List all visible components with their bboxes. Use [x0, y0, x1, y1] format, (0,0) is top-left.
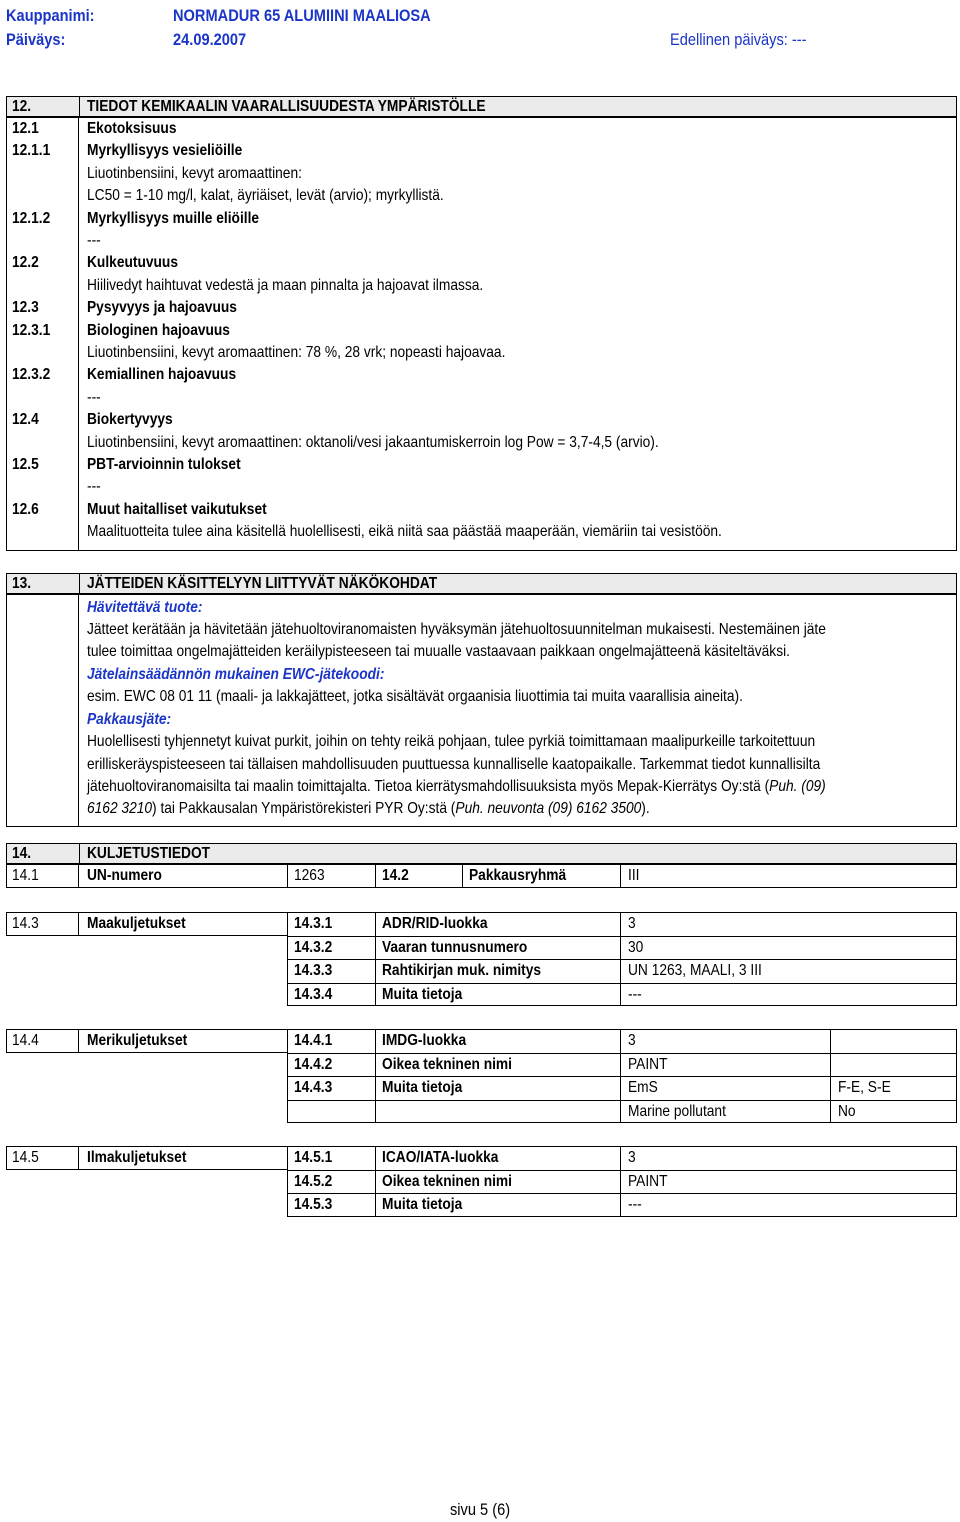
subsection-number: 12.2: [12, 254, 39, 271]
transport-row-value: EmS: [628, 1079, 658, 1096]
date-value: 24.09.2007: [173, 30, 247, 49]
section-13-title: JÄTTEIDEN KÄSITTELYYN LIITTYVÄT NÄKÖKOHDAT: [87, 575, 438, 592]
section-13-number: 13.: [12, 575, 32, 592]
packing-group-code: 14.2: [382, 867, 409, 884]
transport-row-value: 3: [628, 1032, 636, 1049]
previous-date: Edellinen päiväys: ---: [670, 30, 807, 49]
transport-row-value: 3: [628, 915, 636, 932]
transport-row-code: 14.4.2: [294, 1056, 333, 1073]
section-14-number: 14.: [12, 845, 32, 862]
subsection-title: Myrkyllisyys muille eliöille: [87, 210, 260, 227]
transport-code: 14.4: [12, 1032, 39, 1049]
subsection-title: Pysyvyys ja hajoavuus: [87, 299, 237, 316]
subsection-number: 12.3.1: [12, 322, 51, 339]
transport-row-extra: No: [838, 1103, 856, 1120]
transport-row-value: PAINT: [628, 1173, 668, 1190]
date-label: Päiväys:: [6, 30, 66, 49]
company-label: Kauppanimi:: [6, 6, 95, 25]
subsection-number: 12.1: [12, 120, 39, 137]
subsection-number: 12.6: [12, 501, 39, 518]
subsection-title: Ekotoksisuus: [87, 120, 177, 137]
subsection-number: 12.3: [12, 299, 39, 316]
transport-code: 14.3: [12, 915, 39, 932]
section-12-title: TIEDOT KEMIKAALIN VAARALLISUUDESTA YMPÄRISTÖLLE: [87, 98, 486, 115]
transport-label: Ilmakuljetukset: [87, 1149, 187, 1166]
transport-row-code: 14.4.1: [294, 1032, 333, 1049]
transport-row-value: ---: [628, 1196, 642, 1213]
transport-row-label: Muita tietoja: [382, 986, 463, 1003]
subsection-title: Biokertyvyys: [87, 411, 173, 428]
disposal-heading: Hävitettävä tuote:: [87, 599, 203, 616]
subsection-text: ---: [87, 389, 101, 406]
transport-row-value: Marine pollutant: [628, 1103, 726, 1120]
transport-row-label: Muita tietoja: [382, 1079, 463, 1096]
packaging-text-2: erilliskeräyspisteeseen tai tällaisen mahdollisuuden puuttuessa kunnalliselle kaatopaikalle. Tarkemmat tiedot kunnallisilta: [87, 756, 821, 773]
transport-row-label: Rahtikirjan muk. nimitys: [382, 962, 542, 979]
transport-label: Merikuljetukset: [87, 1032, 188, 1049]
transport-row-extra: F-E, S-E: [838, 1079, 891, 1096]
transport-row-label: ADR/RID-luokka: [382, 915, 488, 932]
transport-row-code: 14.3.1: [294, 915, 333, 932]
transport-row-code: 14.3.4: [294, 986, 333, 1003]
packaging-text-1: Huolellisesti tyhjennetyt kuivat purkit, joihin on tehty reikä pohjaan, tulee pyrkiä toimittamaan maalipurkeille tarkoitettuun: [87, 733, 816, 750]
ewc-text: esim. EWC 08 01 11 (maali- ja lakkajätteet, jotka sisältävät orgaanisia liuottimia tai muita vaarallisia aineita).: [87, 688, 743, 705]
company-value: NORMADUR 65 ALUMIINI MAALIOSA: [173, 6, 431, 25]
packaging-text-3: jätehuoltoviranomaisilta tai maalin toimittajalta. Tietoa kierrätysmahdollisuuksista myös Mepak-Kierrätys Oy:stä (Puh. (09): [87, 778, 826, 795]
subsection-title: PBT-arvioinnin tulokset: [87, 456, 241, 473]
transport-row-value: PAINT: [628, 1056, 668, 1073]
subsection-text: Liuotinbensiini, kevyt aromaattinen:: [87, 165, 302, 182]
subsection-number: 12.1.1: [12, 142, 51, 159]
transport-row-label: Muita tietoja: [382, 1196, 463, 1213]
subsection-number: 12.5: [12, 456, 39, 473]
subsection-title: Biologinen hajoavuus: [87, 322, 230, 339]
transport-row-code: 14.3.3: [294, 962, 333, 979]
subsection-text: LC50 = 1-10 mg/l, kalat, äyriäiset, levät (arvio); myrkyllistä.: [87, 187, 444, 204]
section-12-number: 12.: [12, 98, 32, 115]
subsection-title: Myrkyllisyys vesieliöille: [87, 142, 243, 159]
subsection-text: Hiilivedyt haihtuvat vedestä ja maan pinnalta ja hajoavat ilmassa.: [87, 277, 484, 294]
transport-row-code: 14.5.1: [294, 1149, 333, 1166]
section-14-title: KULJETUSTIEDOT: [87, 845, 211, 862]
un-number-code: 14.1: [12, 867, 39, 884]
page-number: sivu 5 (6): [450, 1500, 511, 1519]
transport-code: 14.5: [12, 1149, 39, 1166]
subsection-number: 12.4: [12, 411, 39, 428]
packing-group-label: Pakkausryhmä: [469, 867, 567, 884]
transport-label: Maakuljetukset: [87, 915, 186, 932]
subsection-text: Liuotinbensiini, kevyt aromaattinen: oktanoli/vesi jakaantumiskerroin log Pow = 3,7-4,5 (arvio).: [87, 434, 659, 451]
packing-group-value: III: [628, 867, 640, 884]
un-number-label: UN-numero: [87, 867, 162, 884]
subsection-text: ---: [87, 232, 101, 249]
transport-row-label: IMDG-luokka: [382, 1032, 467, 1049]
subsection-title: Muut haitalliset vaikutukset: [87, 501, 267, 518]
packaging-heading: Pakkausjäte:: [87, 711, 172, 728]
un-number-value: 1263: [294, 867, 325, 884]
disposal-text-1: Jätteet kerätään ja hävitetään jätehuoltoviranomaisten hyväksymän jätehuoltosuunnitelman mukaisesti. Nestemäinen jäte: [87, 621, 826, 638]
transport-row-label: Vaaran tunnusnumero: [382, 939, 528, 956]
subsection-number: 12.3.2: [12, 366, 51, 383]
subsection-text: Maalituotteita tulee aina käsitellä huolellisesti, eikä niitä saa päästää maaperään, viemäriin tai vesistöön.: [87, 523, 722, 540]
transport-row-code: 14.5.3: [294, 1196, 333, 1213]
transport-row-label: ICAO/IATA-luokka: [382, 1149, 499, 1166]
transport-row-value: 30: [628, 939, 644, 956]
transport-row-code: 14.4.3: [294, 1079, 333, 1096]
ewc-heading: Jätelainsäädännön mukainen EWC-jätekoodi:: [87, 666, 385, 683]
transport-row-value: 3: [628, 1149, 636, 1166]
subsection-title: Kemiallinen hajoavuus: [87, 366, 237, 383]
subsection-title: Kulkeutuvuus: [87, 254, 178, 271]
transport-row-code: 14.3.2: [294, 939, 333, 956]
subsection-number: 12.1.2: [12, 210, 51, 227]
transport-row-label: Oikea tekninen nimi: [382, 1056, 512, 1073]
transport-row-code: 14.5.2: [294, 1173, 333, 1190]
disposal-text-2: tulee toimittaa ongelmajätteiden keräilypisteeseen tai muualle vastaavaan paikkaan ongelmajätteenä käsiteltäväksi.: [87, 643, 790, 660]
packaging-text-4: 6162 3210) tai Pakkausalan Ympäristörekisteri PYR Oy:stä (Puh. neuvonta (09) 6162 3500).: [87, 800, 650, 817]
transport-row-value: ---: [628, 986, 642, 1003]
subsection-text: Liuotinbensiini, kevyt aromaattinen: 78 %, 28 vrk; nopeasti hajoavaa.: [87, 344, 506, 361]
subsection-text: ---: [87, 478, 101, 495]
transport-row-label: Oikea tekninen nimi: [382, 1173, 512, 1190]
transport-row-value: UN 1263, MAALI, 3 III: [628, 962, 762, 979]
